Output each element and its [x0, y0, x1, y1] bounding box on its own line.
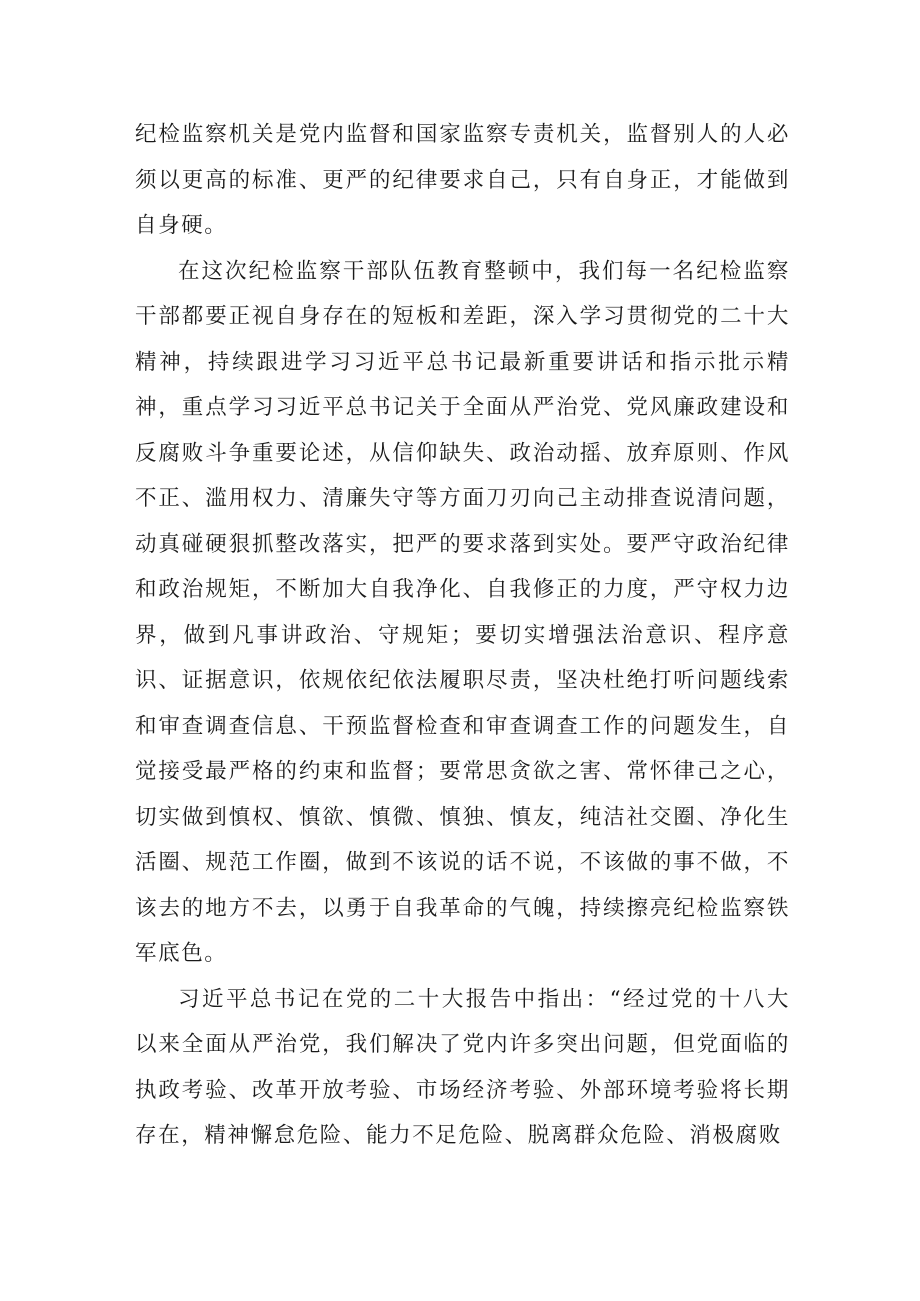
paragraph-2: 在这次纪检监察干部队伍教育整顿中，我们每一名纪检监察干部都要正视自身存在的短板和差距，深入学习贯彻党的二十大精神，持续跟进学习习近平总书记最新重要讲话和指示批示精神，重点学习习近平总书记关于全面从严治党、党风廉政建设和反腐败斗争重要论述，从信仰缺失、政治动摇、放弃原则、作风不正、滥用权力、清廉失守等方面刀刃向己主动排查说清问题，动真碰硬狠抓整改落实，把严的要求落到实处。要严守政治纪律和政治规矩，不断加大自我净化、自我修正的力度，严守权力边界，做到凡事讲政治、守规矩；要切实增强法治意识、程序意识、证据意识，依规依纪依法履职尽责，坚决杜绝打听问题线索和审查调查信息、干预监督检查和审查调查工作的问题发生，自觉接受最严格的约束和监督；要常思贪欲之害、常怀律己之心，切实做到慎权、慎欲、慎微、慎独、慎友，纯洁社交圈、净化生活圈、规范工作圈，做到不该说的话不说，不该做的事不做，不该去的地方不去，以勇于自我革命的气魄，持续擦亮纪检监察铁军底色。	[135, 258, 790, 966]
paragraph-3: 习近平总书记在党的二十大报告中指出：“经过党的十八大以来全面从严治党，我们解决了党内许多突出问题，但党面临的执政考验、改革开放考验、市场经济考验、外部环境考验将长期存在，精神懈怠危险、能力不足危险、脱离群众危险、消极腐败	[135, 986, 790, 1148]
paragraph-1: 纪检监察机关是党内监督和国家监察专责机关，监督别人的人必须以更高的标准、更严的纪律要求自己，只有自身正，才能做到自身硬。	[135, 122, 790, 238]
document-body	[135, 112, 790, 1159]
